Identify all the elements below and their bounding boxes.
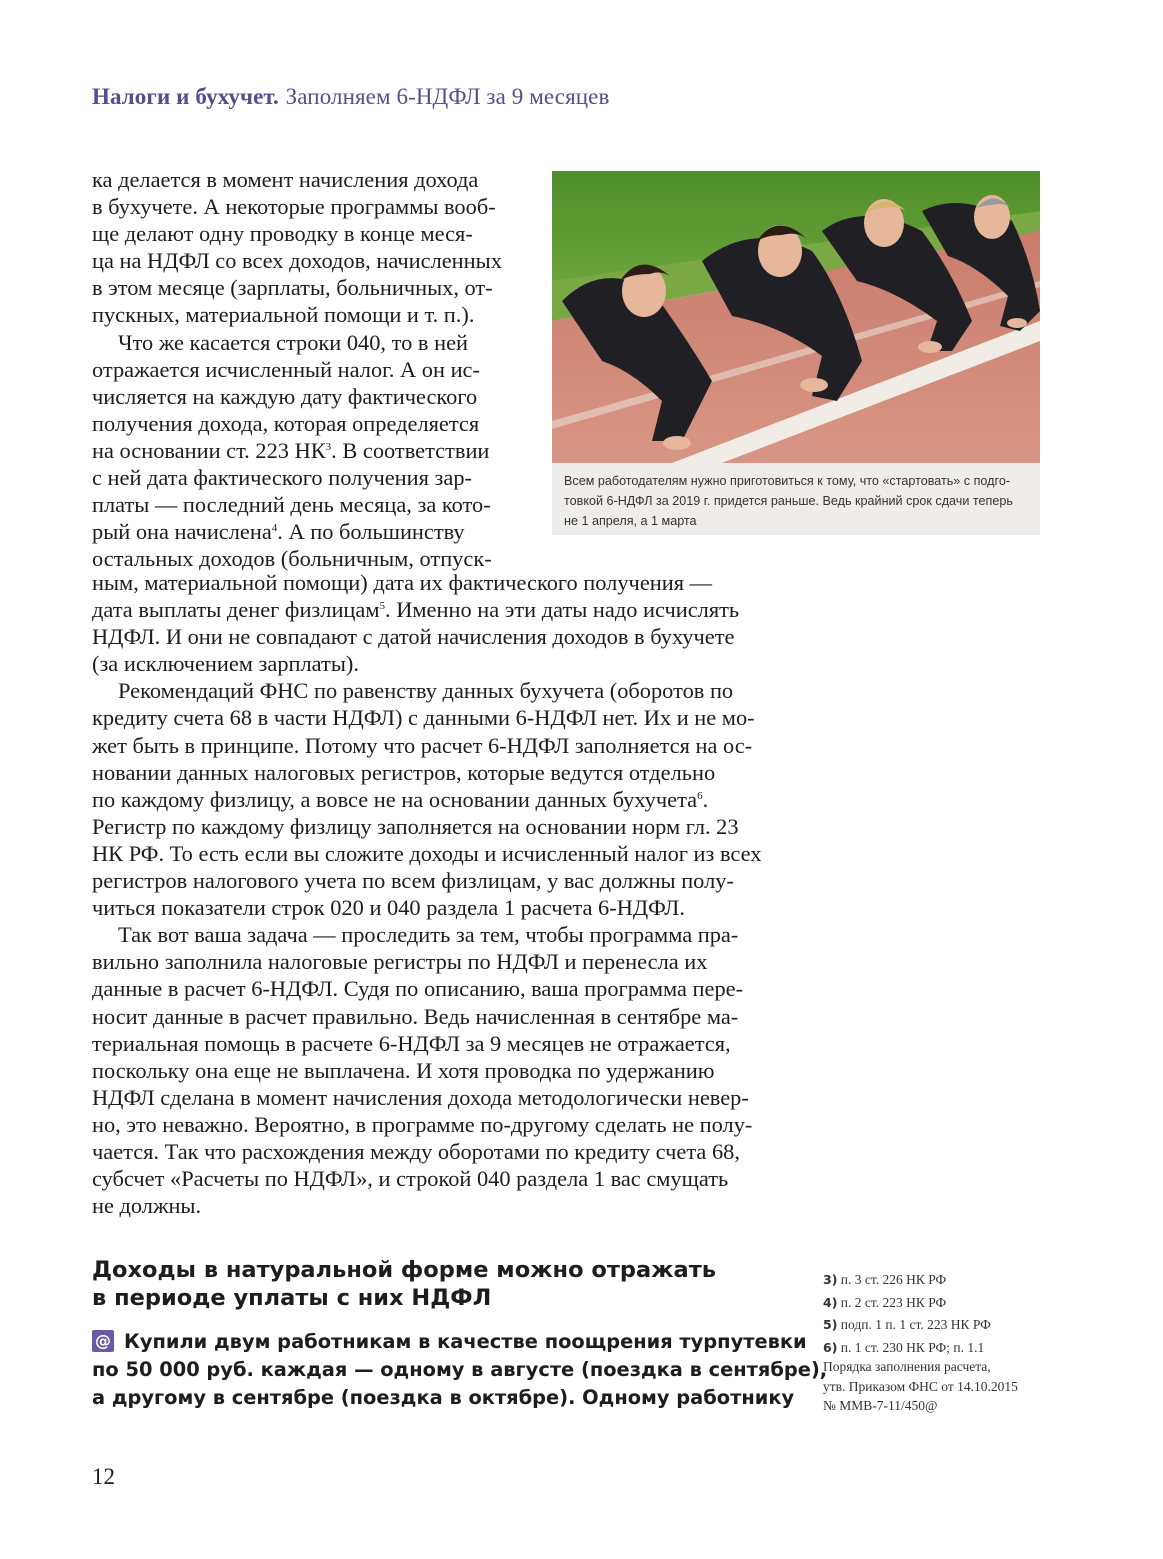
footnote-5 (823, 1315, 1073, 1335)
text-line: читься показатели строк 020 и 040 раздела 1 расчета 6-НДФЛ. (92, 895, 685, 921)
text-line: платы — последний день месяца, за кото- (92, 492, 491, 518)
section-title: Налоги и бухучет. (92, 84, 279, 109)
text-line: Так вот ваша задача — проследить за тем, чтобы программа пра- (118, 922, 739, 948)
footnote-ref-5[interactable]: 5 (379, 600, 386, 613)
footnote-6-cont: Порядка заполнения расчета, (823, 1359, 991, 1374)
footnote-text: п. 2 ст. 223 НК РФ (840, 1294, 947, 1310)
text-line: с ней дата фактического получения зар- (92, 465, 472, 491)
text-line: ца на НДФЛ со всех доходов, начисленных (92, 248, 502, 274)
text-line: териальная помощь в расчете 6-НДФЛ за 9 месяцев не отражается, (92, 1030, 731, 1056)
runners-photo-illustration (552, 171, 1040, 463)
text-line: получения дохода, которая определяется (92, 410, 480, 436)
footnote-number: 4) (823, 1294, 838, 1310)
footnote-6-cont: утв. Приказом ФНС от 14.10.2015 (823, 1378, 1018, 1394)
email-at-icon: @ (92, 1330, 114, 1352)
question-line (92, 1328, 807, 1356)
text-fragment: . В соответствии (331, 437, 490, 463)
footnote-number: 5) (823, 1317, 838, 1332)
text-line: носит данные в расчет правильно. Ведь начисленная в сентябре ма- (92, 1003, 739, 1029)
footnote-text: п. 1 ст. 230 НК РФ; п. 1.1 (840, 1339, 985, 1355)
footnote-number: 3) (823, 1272, 838, 1287)
paragraph-1 (92, 166, 517, 329)
footnote-ref-4[interactable]: 4 (271, 522, 278, 535)
text-line: жет быть в принципе. Потому что расчет 6-НДФЛ заполняется на ос- (92, 732, 753, 758)
article-photo (552, 171, 1040, 463)
text-fragment: рый она начислена (92, 519, 272, 545)
text-line: вильно заполнила налоговые регистры по НДФЛ и перенесла их (92, 949, 708, 975)
text-line: Рекомендаций ФНС по равенству данных бухучета (оборотов по (118, 678, 734, 704)
article-title: Заполняем 6-НДФЛ за 9 месяцев (285, 84, 610, 109)
text-line: НК РФ. То есть если вы сложите доходы и исчисленный налог из всех (92, 840, 762, 866)
question-line: а другому в сентябре (поездка в октябре). Одному работнику (92, 1386, 795, 1409)
paragraph-4 (92, 921, 772, 1219)
wide-column (92, 569, 772, 1219)
footnote-ref-6[interactable]: 6 (697, 789, 703, 802)
text-line (92, 596, 772, 623)
text-line: в бухучете. А некоторые программы вооб- (92, 194, 496, 220)
text-fragment: дата выплаты денег физлицам (92, 597, 380, 623)
text-line: ным, материальной помощи) дата их фактического получения — (92, 570, 713, 595)
text-line: не должны. (92, 1193, 202, 1219)
photo-caption (552, 463, 1040, 535)
page-number: 12 (92, 1464, 115, 1489)
text-fragment: по каждому физлицу, а вовсе не на основании данных бухучета (92, 786, 698, 812)
text-line: ка делается в момент начисления дохода (92, 167, 479, 192)
text-line: Что же касается строки 040, то в ней (118, 329, 468, 355)
text-fragment: . А по большинству (277, 519, 465, 545)
text-line: НДФЛ сделана в момент начисления дохода методологически невер- (92, 1084, 749, 1110)
text-line: отражается исчисленный налог. А он ис- (92, 356, 480, 382)
heading-line: в периоде уплаты с них НДФЛ (92, 1285, 492, 1311)
text-line: кредиту счета 68 в части НДФЛ) с данными 6-НДФЛ нет. Их и не мо- (92, 705, 755, 731)
caption-line: товкой 6-НДФЛ за 2019 г. придется раньше. Ведь крайний срок сдачи теперь (564, 494, 1013, 508)
heading-line: Доходы в натуральной форме можно отражать (92, 1257, 717, 1283)
footnote-text: подп. 1 п. 1 ст. 223 НК РФ (840, 1317, 991, 1332)
paragraph-2-end (92, 569, 772, 677)
text-line: пускных, материальной помощи и т. п.). (92, 302, 475, 328)
text-line: поскольку она еще не выплачена. И хотя проводка по удержанию (92, 1057, 715, 1083)
text-fragment: на основании ст. 223 НК (92, 437, 326, 463)
text-line: регистров налогового учета по всем физлицам, у вас должны полу- (92, 868, 734, 894)
text-line (92, 437, 517, 464)
running-header (92, 84, 609, 110)
text-line: остальных доходов (больничным, отпуск- (92, 546, 492, 572)
text-line: числяется на каждую дату фактического (92, 383, 478, 409)
text-line: данные в расчет 6-НДФЛ. Судя по описанию, ваша программа пере- (92, 976, 744, 1002)
text-fragment: . Именно на эти даты надо исчислять (385, 597, 740, 623)
text-line: (за исключением зарплаты). (92, 651, 359, 677)
text-line: ще делают одну проводку в конце меся- (92, 221, 473, 247)
text-fragment: Купили двум работникам в качестве поощрения турпутевки (124, 1330, 807, 1353)
text-line (92, 518, 517, 545)
text-line: но, это неважно. Вероятно, в программе по-другому сделать не полу- (92, 1111, 753, 1137)
section-heading (92, 1256, 716, 1312)
text-line: НДФЛ. И они не совпадают с датой начисления доходов в бухучете (92, 624, 735, 650)
caption-line: Всем работодателям нужно приготовиться к тому, что «стартовать» с подго- (564, 474, 1011, 488)
text-line: в этом месяце (зарплаты, больничных, от- (92, 275, 493, 301)
footnote-number: 6) (823, 1339, 838, 1355)
paragraph-2-start (92, 329, 517, 573)
text-line: Регистр по каждому физлицу заполняется на основании норм гл. 23 (92, 813, 739, 839)
text-line: новании данных налоговых регистров, которые ведутся отдельно (92, 759, 716, 785)
narrow-column (92, 166, 517, 572)
footnote-ref-3[interactable]: 3 (325, 440, 332, 453)
text-line (92, 786, 772, 813)
footnote-6-cont: № ММВ-7-11/450@ (823, 1398, 938, 1413)
text-fragment: . (702, 786, 709, 812)
footnotes (823, 1270, 1073, 1416)
text-line: субсчет «Расчеты по НДФЛ», и строкой 040 раздела 1 вас смущать (92, 1166, 729, 1192)
caption-line: не 1 апреля, а 1 марта (564, 514, 697, 528)
footnote-3 (823, 1270, 1073, 1290)
footnote-4 (823, 1293, 1073, 1313)
text-line: чается. Так что расхождения между оборотами по кредиту счета 68, (92, 1138, 740, 1164)
paragraph-3 (92, 677, 772, 921)
footnote-6 (823, 1338, 1073, 1358)
reader-question (92, 1328, 828, 1412)
footnote-text: п. 3 ст. 226 НК РФ (840, 1272, 947, 1287)
question-line: по 50 000 руб. каждая — одному в августе (поездка в сентябре), (92, 1358, 828, 1381)
